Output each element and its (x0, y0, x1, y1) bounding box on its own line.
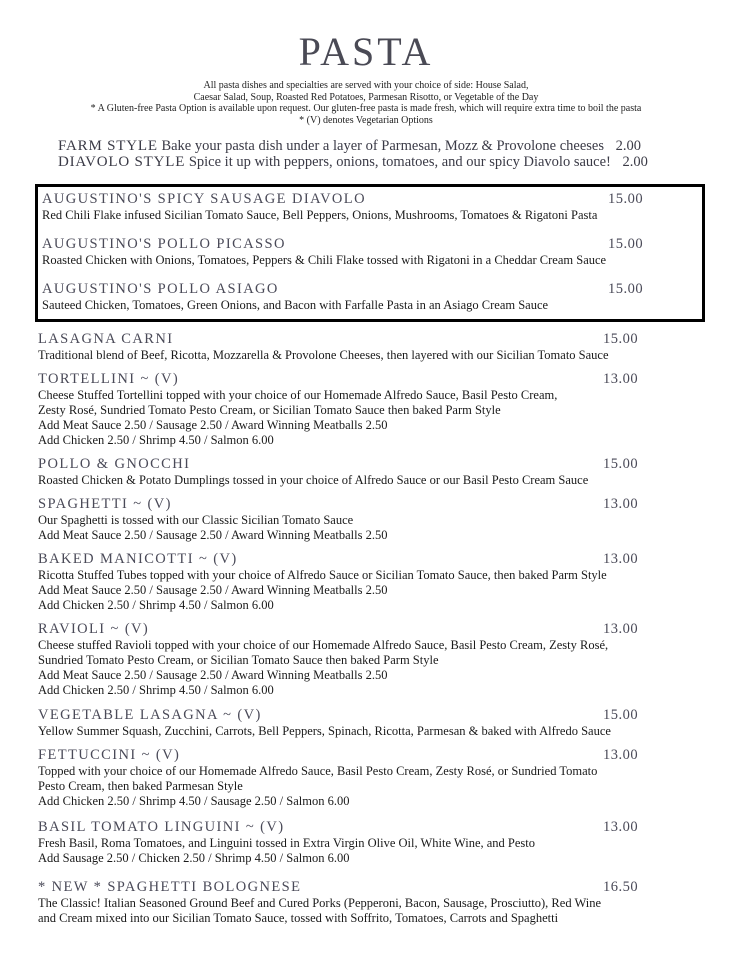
menu-item (38, 620, 704, 698)
item-name: BASIL TOMATO LINGUINI ~ (V) (38, 819, 285, 835)
item-description-line: Add Meat Sauce 2.50 / Sausage 2.50 / Award Winning Meatballs 2.50 (38, 668, 388, 682)
item-description-line: Traditional blend of Beef, Ricotta, Mozzarella & Provolone Cheeses, then layered with our Sicilian Tomato Sauce (38, 348, 609, 362)
item-header (38, 495, 704, 513)
item-description-line: Cheese stuffed Ravioli topped with your choice of our Homemade Alfredo Sauce, Basil Pesto Cream, Zesty Rosé, (38, 638, 609, 652)
style-desc: Spice it up with peppers, onions, tomatoes, and our spicy Diavolo sauce! (188, 154, 611, 170)
item-header (38, 550, 704, 568)
item-price: 13.00 (603, 819, 639, 835)
item-name: LASAGNA CARNI (38, 331, 174, 347)
featured-item (42, 190, 702, 223)
item-header (42, 190, 702, 208)
item-description-line: Sauteed Chicken, Tomatoes, Green Onions, and Bacon with Farfalle Pasta in an Asiago Cream Sauce (42, 298, 549, 312)
item-name: * NEW * SPAGHETTI BOLOGNESE (38, 879, 302, 895)
menu-item (38, 706, 704, 739)
item-name: BAKED MANICOTTI ~ (V) (38, 551, 238, 567)
menu-item (38, 746, 704, 809)
style-price: 2.00 (615, 138, 641, 154)
item-header (38, 878, 704, 896)
item-price: 13.00 (603, 621, 639, 637)
item-price: 13.00 (603, 551, 639, 567)
featured-item (42, 280, 702, 313)
intro-line: * (V) denotes Vegetarian Options (299, 114, 433, 126)
item-name: SPAGHETTI ~ (V) (38, 496, 172, 512)
item-description-line: Fresh Basil, Roma Tomatoes, and Linguini tossed in Extra Virgin Olive Oil, White Wine, and Pesto (38, 836, 536, 850)
item-name: RAVIOLI ~ (V) (38, 621, 150, 637)
item-name: AUGUSTINO'S POLLO ASIAGO (42, 281, 279, 297)
menu-item (38, 495, 704, 543)
style-name: FARM STYLE (58, 138, 158, 154)
menu-item (38, 550, 704, 613)
menu-item (38, 878, 704, 926)
item-description-line: Our Spaghetti is tossed with our Classic Sicilian Tomato Sauce (38, 513, 354, 527)
item-description-line: Zesty Rosé, Sundried Tomato Pesto Cream, or Sicilian Tomato Sauce then baked Parm Style (38, 403, 501, 417)
item-description-line: Add Meat Sauce 2.50 / Sausage 2.50 / Award Winning Meatballs 2.50 (38, 418, 388, 432)
style-name: DIAVOLO STYLE (58, 154, 186, 170)
menu-item (38, 370, 704, 448)
style-price: 2.00 (622, 154, 648, 170)
item-description-line: Add Sausage 2.50 / Chicken 2.50 / Shrimp 4.50 / Salmon 6.00 (38, 851, 350, 865)
item-header (38, 330, 704, 348)
item-description-line: Roasted Chicken with Onions, Tomatoes, Peppers & Chili Flake tossed with Rigatoni in a Cheddar Cream Sauce (42, 253, 607, 267)
item-description-line: The Classic! Italian Seasoned Ground Beef and Cured Porks (Pepperoni, Bacon, Sausage, Prosciutto), Red Wine (38, 896, 602, 910)
item-description-line: Add Chicken 2.50 / Shrimp 4.50 / Sausage 2.50 / Salmon 6.00 (38, 794, 350, 808)
item-description-line: Add Chicken 2.50 / Shrimp 4.50 / Salmon 6.00 (38, 433, 274, 447)
item-price: 13.00 (603, 371, 639, 387)
item-price: 16.50 (603, 879, 639, 895)
item-description-line: Add Chicken 2.50 / Shrimp 4.50 / Salmon 6.00 (38, 683, 274, 697)
style-option (58, 154, 698, 170)
item-price: 15.00 (608, 281, 644, 297)
item-header (38, 746, 704, 764)
item-description-line: Add Chicken 2.50 / Shrimp 4.50 / Salmon 6.00 (38, 598, 274, 612)
style-desc: Bake your pasta dish under a layer of Parmesan, Mozz & Provolone cheeses (161, 138, 604, 154)
menu-item (38, 330, 704, 363)
page-title: PASTA (298, 29, 434, 74)
item-header (38, 370, 704, 388)
item-description-line: Cheese Stuffed Tortellini topped with your choice of our Homemade Alfredo Sauce, Basil Pesto Cream, (38, 388, 558, 402)
item-description-line: Roasted Chicken & Potato Dumplings tossed in your choice of Alfredo Sauce or our Basil Pesto Cream Sauce (38, 473, 589, 487)
intro-line: Caesar Salad, Soup, Roasted Red Potatoes, Parmesan Risotto, or Vegetable of the Day (193, 91, 539, 103)
item-description-line: Pesto Cream, then baked Parmesan Style (38, 779, 243, 793)
item-header (42, 280, 702, 298)
item-header (38, 706, 704, 724)
item-price: 15.00 (608, 236, 644, 252)
item-name: VEGETABLE LASAGNA ~ (V) (38, 707, 262, 723)
item-description-line: and Cream mixed into our Sicilian Tomato Sauce, tossed with Soffrito, Tomatoes, Carrots and Spaghetti (38, 911, 559, 925)
item-description-line: Yellow Summer Squash, Zucchini, Carrots, Bell Peppers, Spinach, Ricotta, Parmesan & baked with Alfredo Sauce (38, 724, 611, 738)
item-price: 13.00 (603, 496, 639, 512)
item-description-line: Add Meat Sauce 2.50 / Sausage 2.50 / Award Winning Meatballs 2.50 (38, 583, 388, 597)
item-description-line: Red Chili Flake infused Sicilian Tomato Sauce, Bell Peppers, Onions, Mushrooms, Tomatoes & Rigatoni Pasta (42, 208, 598, 222)
intro-notes (0, 80, 732, 126)
item-name: TORTELLINI ~ (V) (38, 371, 180, 387)
menu-item (38, 818, 704, 866)
intro-line: * A Gluten-free Pasta Option is available upon request. Our gluten-free pasta is made fresh, which will require extra time to boil the pasta (90, 103, 642, 114)
item-header (38, 455, 704, 473)
item-name: POLLO & GNOCCHI (38, 456, 191, 472)
item-header (38, 620, 704, 638)
item-price: 15.00 (603, 707, 639, 723)
item-header (38, 818, 704, 836)
featured-item (42, 235, 702, 268)
item-price: 15.00 (603, 331, 639, 347)
intro-line: All pasta dishes and specialties are served with your choice of side: House Salad, (203, 80, 529, 91)
item-price: 13.00 (603, 747, 639, 763)
item-name: FETTUCCINI ~ (V) (38, 747, 181, 763)
item-price: 15.00 (603, 456, 639, 472)
item-description-line: Topped with your choice of our Homemade Alfredo Sauce, Basil Pesto Cream, Zesty Rosé, or Sundried Tomato (38, 764, 598, 778)
item-description-line: Add Meat Sauce 2.50 / Sausage 2.50 / Award Winning Meatballs 2.50 (38, 528, 388, 542)
item-description-line: Sundried Tomato Pesto Cream, or Sicilian Tomato Sauce then baked Parm Style (38, 653, 439, 667)
menu-item (38, 455, 704, 488)
item-price: 15.00 (608, 191, 644, 207)
item-name: AUGUSTINO'S POLLO PICASSO (42, 236, 286, 252)
item-name: AUGUSTINO'S SPICY SAUSAGE DIAVOLO (42, 191, 366, 207)
style-option (58, 138, 698, 154)
item-description-line: Ricotta Stuffed Tubes topped with your choice of Alfredo Sauce or Sicilian Tomato Sauce, then baked Parm Style (38, 568, 607, 582)
item-header (42, 235, 702, 253)
